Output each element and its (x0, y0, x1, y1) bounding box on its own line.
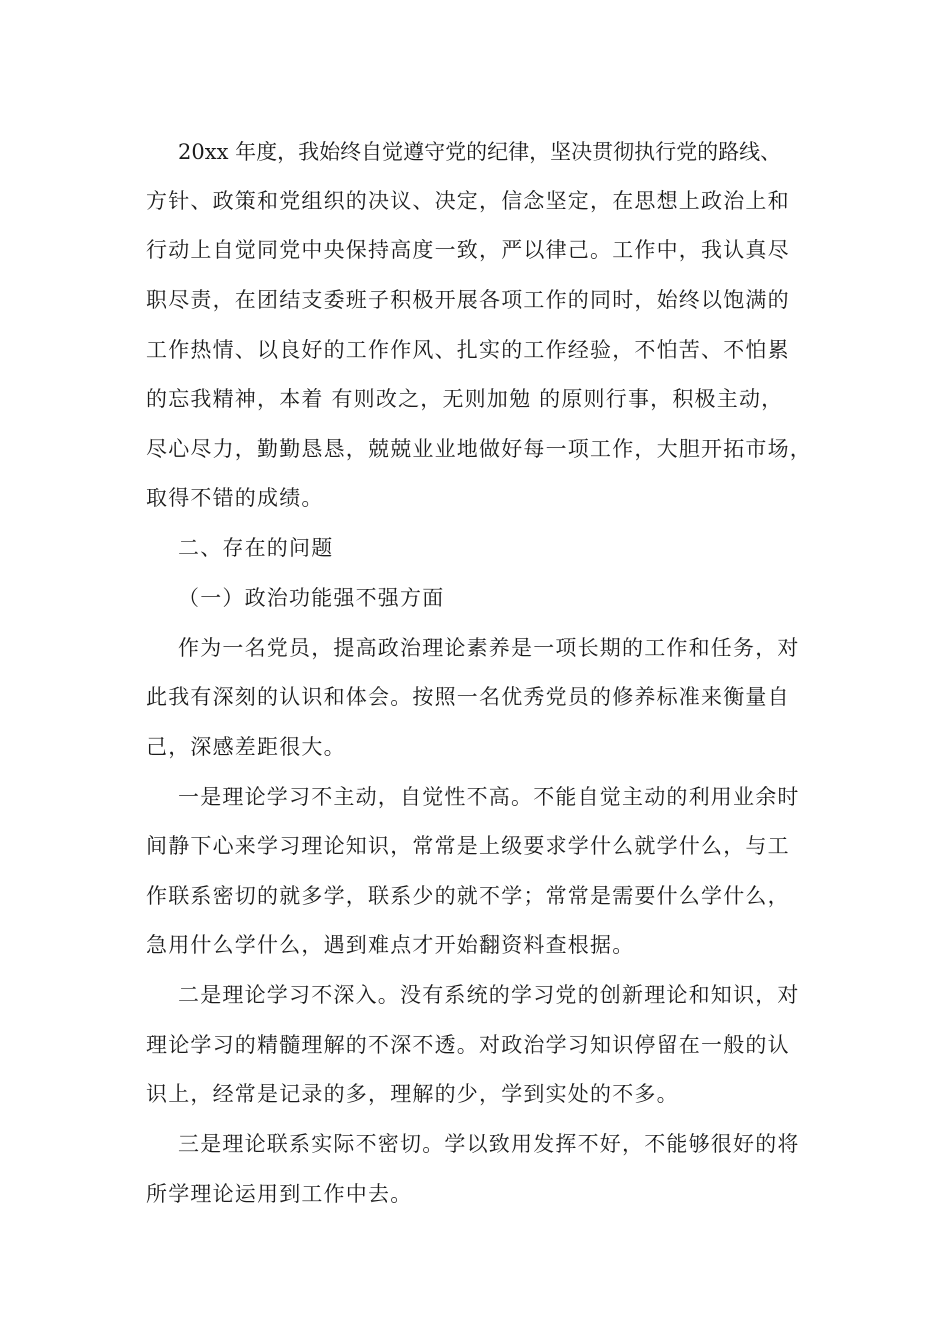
text-line: 职尽责，在团结支委班子积极开展各项工作的同时，始终以饱满的 (146, 288, 790, 312)
text-line: 的忘我精神，本着 有则改之，无则加勉 的原则行事，积极主动， (146, 387, 784, 411)
text-line: 工作热情、以良好的工作作风、扎实的工作经验，不怕苦、不怕累 (146, 338, 790, 362)
text-line: 行动上自觉同党中央保持高度一致，严以律己。工作中，我认真尽 (146, 238, 790, 262)
text-line: 此我有深刻的认识和体会。按照一名优秀党员的修养标准来衡量自 (146, 685, 790, 709)
section-heading: 二、存在的问题 (178, 536, 334, 560)
text-line: 尽心尽力，勤勤恳恳，兢兢业业地做好每一项工作，大胆开拓市场， (146, 437, 812, 461)
text-line: 取得不错的成绩。 (146, 486, 324, 510)
text-line: 三是理论联系实际不密切。学以致用发挥不好，不能够很好的将 (178, 1132, 800, 1156)
text-line: 一是理论学习不主动，自觉性不高。不能自觉主动的利用业余时 (178, 785, 800, 809)
text-line: 作联系密切的就多学，联系少的就不学；常常是需要什么学什么， (146, 884, 790, 908)
text-line: 理论学习的精髓理解的不深不透。对政治学习知识停留在一般的认 (146, 1033, 790, 1057)
subsection-heading: （一）政治功能强不强方面 (178, 586, 445, 610)
text-line: 急用什么学什么，遇到难点才开始翻资料查根据。 (146, 933, 635, 957)
text-line: 20xx 年度，我始终自觉遵守党的纪律，坚决贯彻执行党的路线、 (178, 140, 782, 164)
text-line: 己，深感差距很大。 (146, 735, 346, 759)
text-line: 二是理论学习不深入。没有系统的学习党的创新理论和知识，对 (178, 983, 800, 1007)
text-line: 所学理论运用到工作中去。 (146, 1182, 413, 1206)
text-line: 作为一名党员，提高政治理论素养是一项长期的工作和任务，对 (178, 636, 800, 660)
text-line: 方针、政策和党组织的决议、决定，信念坚定，在思想上政治上和 (146, 189, 790, 213)
text-line: 识上，经常是记录的多，理解的少，学到实处的不多。 (146, 1082, 679, 1106)
text-line: 间静下心来学习理论知识，常常是上级要求学什么就学什么，与工 (146, 834, 790, 858)
